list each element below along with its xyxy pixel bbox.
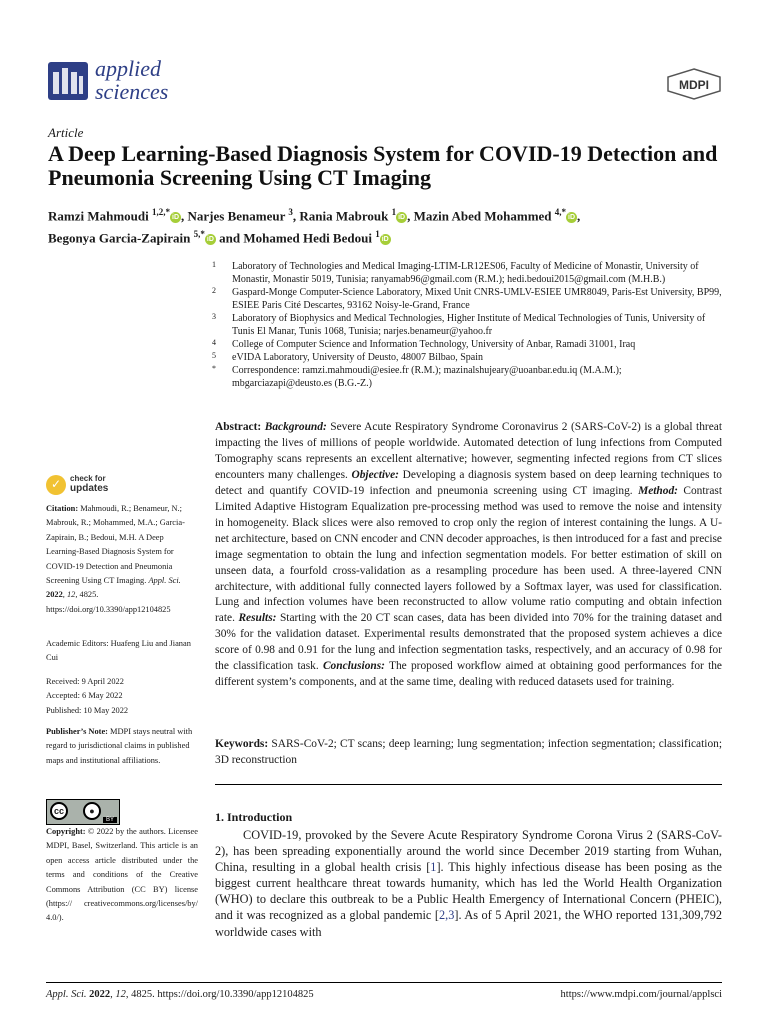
cc-license-badge[interactable]: cc ● BY [46, 799, 120, 825]
copyright: Copyright: © 2022 by the authors. Licensee MDPI, Basel, Switzerland. This article is an open access article distributed under the terms and conditions of the Creative Commons Attribution (CC BY) license (https:// creativecommons.org/licenses/by/ 4.0/). [46, 827, 198, 923]
author-name: Ramzi Mahmoudi [48, 208, 149, 224]
orcid-icon[interactable]: iD [206, 236, 214, 244]
orcid-icon[interactable]: iD [568, 213, 576, 221]
orcid-icon[interactable]: iD [381, 236, 389, 244]
affiliations [212, 260, 722, 390]
author-name: Narjes Benameur [187, 208, 286, 224]
page-title: A Deep Learning-Based Diagnosis System for COVID-19 Detection and Pneumonia Screening Using CT Imaging [48, 141, 718, 190]
article-type: Article [48, 125, 84, 140]
cc-icon: cc [50, 802, 68, 820]
publisher-name: MDPI [679, 78, 709, 92]
citation: Citation: Mahmoudi, R.; Benameur, N.; Mabrouk, R.; Mohammed, M.A.; Garcia-Zapirain, B.; Bedoui, M.H. A Deep Learning-Based Diagnosis System for COVID-19 Detection and Pneumonia Screening Using CT Imaging. Appl. Sci. 2022, 12, 4825. https://doi.org/10.3390/app12104825 [46, 504, 185, 614]
author-name: Begonya Garcia-Zapirain [48, 230, 191, 246]
person-icon: ● [83, 802, 101, 820]
journal-logo [48, 62, 88, 100]
journal-name: applied sciences [95, 56, 169, 104]
orcid-icon[interactable]: iD [172, 213, 179, 221]
reference-link[interactable]: 2,3 [439, 908, 455, 923]
orcid-icon[interactable]: iD [398, 213, 406, 221]
correspondence: * Correspondence: ramzi.mahmoudi@esiee.fr (R.M.); mazinalshujeary@uoanbar.edu.iq (M.A.M.); mbgarciazapi@deusto.es (B.G.-Z.) [212, 364, 622, 389]
keywords: Keywords: SARS-CoV-2; CT scans; deep learning; lung segmentation; infection segmentation; classification; 3D reconstruction [215, 738, 722, 766]
intro-text: COVID-19, provoked by the Severe Acute Respiratory Syndrome Corona Virus 2 (SARS-CoV-2), has been spreading exponentially around the world since December 2019 starting from Wuhan, China, resulting in a global health crisis [1]. This highly infectious disease has been posing as the biggest current healthcare threat towards humanity, which has led the World Health Organization (WHO) to declare this outbreak to be a Public Health Emergency of International Concern (PHEIC), and it was recognized as a global pandemic [2,3]. As of 5 April 2021, the WHO reported 131,309,792 worldwide cases with [215, 828, 723, 939]
publisher-note: Publisher’s Note: MDPI stays neutral with regard to jurisdictional claims in published maps and institutional affiliations. [46, 727, 193, 765]
affiliation-item: 4 College of Computer Science and Information Technology, University of Anbar, Ramadi 31001, Iraq [212, 338, 636, 350]
author-name: Mohamed Hedi Bedoui [243, 230, 372, 246]
author-name: Rania Mabrouk [299, 208, 389, 224]
mdpi-logo [666, 68, 722, 100]
section-heading: 1. Introduction [215, 810, 293, 824]
footer-citation: Appl. Sci. 2022, 12, 4825. https://doi.org/10.3390/app12104825 [46, 989, 314, 1000]
check-for-updates-button[interactable]: ✓ check for updates [46, 474, 146, 500]
affiliation-item: 3 Laboratory of Biophysics and Medical Technologies, Higher Institute of Medical Technologies of Tunis, University of Tunis El Manar, Tunis 1068, Tunisia; narjes.benameur@yahoo.fr [212, 312, 706, 337]
footer-divider [46, 982, 722, 983]
academic-editors: Academic Editors: Huafeng Liu and Jianan Cui [46, 639, 191, 663]
divider [215, 784, 722, 785]
affiliation-item: 1 Laboratory of Technologies and Medical Imaging-LTIM-LR12ES06, Faculty of Medicine of Monastir, University of Monastir, Monastir 5019, Tunisia; ranyamab96@gmail.com (R.M.); hedi.bedoui2015@gmail.com (M.H.B.) [212, 260, 699, 285]
abstract: Abstract: Background: Severe Acute Respiratory Syndrome Coronavirus 2 (SARS-CoV-2) is a global threat impacting the lives of millions of people worldwide. Automated detection of lung infections from Computed Tomography scans represents an excellent alternative; however, segmenting infected regions from CT slices encounters many challenges. Objective: Developing a diagnosis system based on deep learning techniques to detect and quantify COVID-19 infection and pneumonia screening using CT imaging. Method: Contrast Limited Adaptive Histogram Equalization pre-processing method was used to remove the noise and intensity in homogeneity. Black slices were also removed to crop only the region of interest containing the lungs. A U-net architecture, based on CNN encoder and CNN decoder approaches, is then introduced for a fast and precise image segmentation to obtain the lung and infection segmentation models. For better estimation of skill on unseen data, a fourfold cross-validation as a resampling procedure has been used. A three-layered CNN architecture, with additional fully connected layers followed by a Softmax layer, was used for classification. Lung and infection volumes have been reconstructed to allow volume ratio computing and obtain infection rate. Results: Starting with the 20 CT scan cases, data has been divided into 70% for the training dataset and 30% for the validation dataset. Experimental results demonstrated that the proposed system achieves a dice score of 0.98 and 0.91 for the lung and infection segmentation tasks, respectively, and an accuracy of 0.98 for the classification task. Conclusions: The proposed workflow aimed at obtaining good performances for the different system’s components, and at the same time, dealing with reduced datasets used for training. [215, 421, 723, 689]
journal-url[interactable]: https://www.mdpi.com/journal/applsci [560, 989, 722, 1000]
author-list: Ramzi Mahmoudi $^{1,2,*}$iD , Narjes Benameur $^3$, Rania Mabrouk $^1$iD , Mazin Abed Mohammed $^{4,*}$iD , Begonya Garcia-Zapirain $^{5,*}$iD and Mohamed Hedi Bedoui $^1$iD [48, 207, 581, 246]
reference-link[interactable]: 1 [430, 860, 437, 875]
check-icon [46, 475, 66, 495]
dates: Received: 9 April 2022 Accepted: 6 May 2022 Published: 10 May 2022 [46, 677, 129, 715]
author-name: Mazin Abed Mohammed [413, 208, 552, 224]
affiliation-item: 5 eVIDA Laboratory, University of Deusto, 48007 Bilbao, Spain [212, 351, 483, 363]
affiliation-item: 2 Gaspard-Monge Computer-Science Laboratory, Mixed Unit CNRS-UMLV-ESIEE UMR8049, Paris-Est University, BP99, ESIEE Paris Cité Descartes, 93162 Noisy-le-Grand, France [212, 286, 722, 311]
